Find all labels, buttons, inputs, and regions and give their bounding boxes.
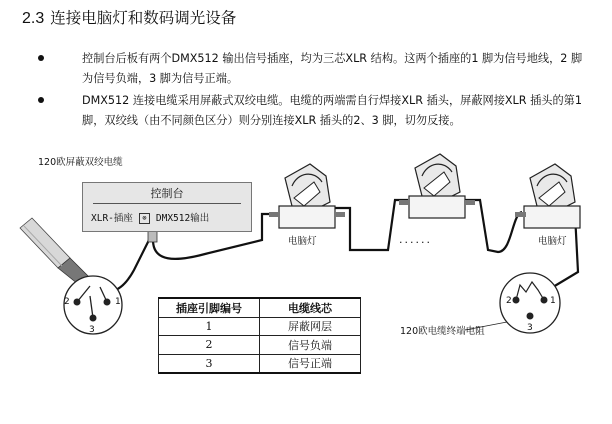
pin-assignment-table — [158, 297, 361, 374]
table-cell: 1 — [159, 317, 260, 336]
table-cell: 3 — [159, 354, 260, 373]
table-header: 插座引脚编号 — [159, 298, 260, 317]
moving-light-icon-1 — [269, 164, 345, 228]
xlr-socket-icon: ⊗ — [139, 213, 150, 224]
table-header: 电缆线芯 — [260, 298, 361, 317]
moving-light-icon-3 — [515, 164, 580, 228]
console-title: 控制台 — [150, 187, 184, 200]
pin-label-1: 1 — [115, 297, 121, 307]
table-row — [159, 317, 361, 336]
xlr-plug-icon — [20, 218, 88, 284]
light-label-1: 电脑灯 — [288, 236, 317, 247]
table-row — [159, 354, 361, 373]
light-label-3: 电脑灯 — [538, 236, 567, 247]
pin-label-2: 2 — [64, 297, 70, 307]
console-divider — [93, 203, 241, 204]
terminator-label: 120欧电缆终端电阻 — [400, 326, 485, 337]
table-row — [159, 336, 361, 355]
ellipsis-indicator: ...... — [399, 233, 432, 246]
table-header-row — [159, 298, 361, 317]
term-pin-label-2: 2 — [506, 296, 512, 306]
xlr-socket-label: XLR-插座 — [91, 213, 133, 224]
term-pin-label-1: 1 — [550, 296, 556, 306]
section-number: 2.3 — [22, 10, 45, 27]
pin-label-3: 3 — [89, 325, 95, 335]
dmx-output-label: DMX512输出 — [155, 213, 210, 224]
table-cell: 2 — [159, 336, 260, 355]
section-title: 连接电脑灯和数码调光设备 — [50, 9, 237, 27]
term-pin-label-3: 3 — [527, 323, 533, 333]
bullet-text: 控制台后板有两个DMX512 输出信号插座，均为三芯XLR 结构。这两个插座的1 脚为信号地线，2 脚为信号负端，3 脚为信号正端。 — [82, 52, 583, 85]
console-panel — [82, 182, 252, 232]
table-cell: 屏蔽网层 — [260, 317, 361, 336]
table-cell: 信号负端 — [260, 336, 361, 355]
console-port-row — [91, 210, 209, 224]
bullet-text: DMX512 连接电缆采用屏蔽式双绞电缆。电缆的两端需自行焊接XLR 插头，屏蔽网接XLR 插头的第1 脚，双绞线（由不同颜色区分）则分别连接XLR 插头的2、3 脚，切勿反接。 — [82, 94, 582, 127]
table-cell: 信号正端 — [260, 354, 361, 373]
moving-light-icon-2 — [399, 154, 475, 218]
cable-label: 120欧屏蔽双绞电缆 — [38, 157, 123, 168]
